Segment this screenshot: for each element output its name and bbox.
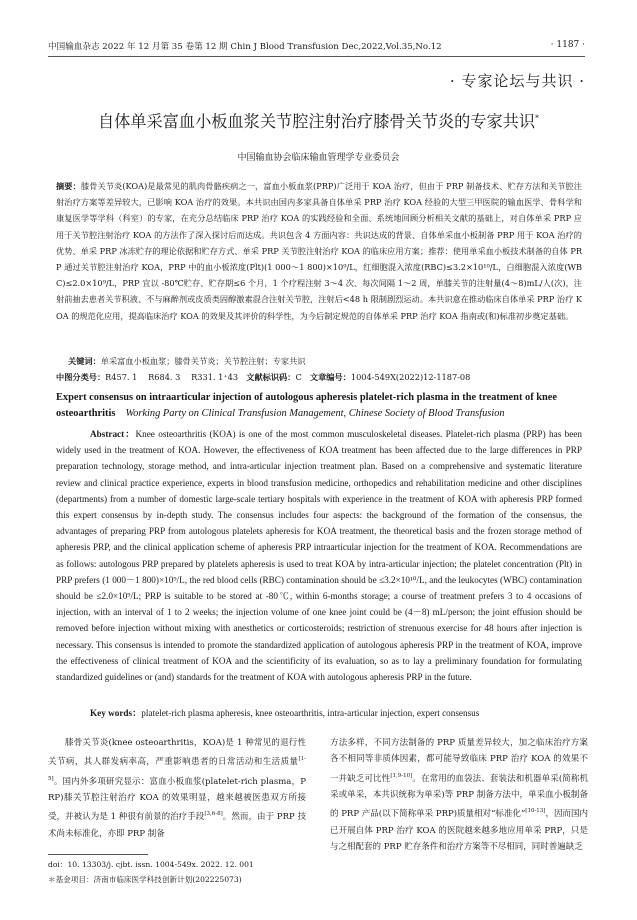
clc-label: 中图分类号： <box>56 372 106 382</box>
article-id-label: 文章编号： <box>309 372 351 382</box>
article-title <box>0 108 637 132</box>
citation-ref[interactable]: [3,6-8] <box>204 811 223 818</box>
doc-code-value: C <box>295 372 302 382</box>
body-right-text-2: 。在常用的血袋法、套装法和机器单采(简称机采或单采，本共识统称为单采)等 PRP 制备方法中，单采血小板制备的 PRP 产品(以下简称单采 PRP)质量相对“标准化” <box>330 773 588 820</box>
english-title: Expert consensus on intraarticular injection of autologous apheresis platelet-rich plasma in the treatment of knee osteoarthritis <box>56 392 558 419</box>
abstract-cn-label: 摘要： <box>56 181 81 191</box>
doc-code-label: 文献标识码： <box>246 372 296 382</box>
keywords-english <box>90 705 479 719</box>
article-title-text: 自体单采富血小板血浆关节腔注射治疗膝骨关节炎的专家共识 <box>97 112 536 131</box>
body-column-right <box>330 735 588 856</box>
abstract-english <box>56 426 582 685</box>
footnote-rule <box>48 854 148 855</box>
article-id-value: 1004-549X(2022)12-1187-08 <box>350 372 471 382</box>
author-group: 中国输血协会临床输血管理学专业委员会 <box>237 153 400 163</box>
abstract-en-text: Knee osteoarthritis (KOA) is one of the most common musculoskeletal diseases. Platelet-rich plasma (PRP) has been widely used in the treatment of KOA. However, the effectiveness of KOA treatment has been affected due to the large differences in PRP preparation technology, storage method, and intra-articular injection treatment plan. Based on a comprehensive and systematic literature review and clinical practice experience, experts in blood transfusion medicine, orthopedics and rehabilitation medicine and other disciplines (departments) from a number of domestic large-scale tertiary hospitals with experience in the treatment of KOA with apheresis PRP formed this expert consensus by in-depth study. The consensus includes four aspects: the background of the formation of the consensus, the advantages of preparing PRP from autologous platelets apheresis for KOA treatment, the theoretical basis and the frozen storage method of apheresis PRP, and the clinical application scheme of apheresis PRP intraarticular injection for the treatment of KOA. Recommendations are as follows: autologous PRP prepared by platelets apheresis is used to treat KOA by intra-articular injection; the platelet concentration (Plt) in PRP prefers (1 000－1 800)×10⁹/L, the red blood cells (RBC) contamination should be ≤3.2×10¹⁰/L, and the leukocytes (WBC) contamination should be ≤2.0×10⁹/L; PRP is suitable to be stored at -80℃, within 6-months storage; a course of treatment prefers 3 to 4 occasions of injection, with an interval of 1 to 2 weeks; the injection volume of one knee joint could be (4－8) mL/person; the joint effusion should be removed before injection without mixing with anesthetics or corticosteroids; restriction of strenuous exercise for 48 hours after injection is necessary. This consensus is intended to promote the standardized application of autologous apheresis PRP in the treatment of KOA, improve the effectiveness of clinical treatment of KOA and the scientificity of its evaluation, so as to lay a preliminary foundation for formulating standardized guidelines or (and) standards for the treatment of KOA with autologous apheresis PRP in the future. <box>56 429 582 683</box>
page-number: · 1187 · <box>550 40 585 50</box>
body-left-text-2: 。国内外多项研究显示：富血小板血浆(platelet-rich plasma，PRP)膝关节腔注射治疗 KOA 的效果明显，越来越被医患双方所接受，并被认为是 1 种很有前景的治疗手段 <box>48 776 306 823</box>
body-column-left <box>48 735 306 842</box>
citation-ref[interactable]: [1,9-10] <box>390 772 413 779</box>
working-party: Working Party on Clinical Transfusion Management, Chinese Society of Blood Transfusion <box>125 408 505 419</box>
keywords-en-label: Key words： <box>90 708 142 718</box>
citation-ref[interactable]: [1-5] <box>48 756 306 782</box>
body-right-text-3: ，因而国内已开展自体 PRP 治疗 KOA 的医院越来越多地应用单采 PRP，只是与之相配套的 PRP 贮存条件和治疗方案等不尽相同，同时普遍缺乏 <box>330 809 588 853</box>
body-left-text-1: 膝骨关节炎(knee osteoarthritis，KOA)是 1 种常见的退行性关节病，其人群发病率高，严重影响患者的日常活动和生活质量 <box>48 738 306 768</box>
keywords-en-text: platelet-rich plasma apheresis, knee osteoarthritis, intra-articular injection, expert consensus <box>141 708 480 718</box>
abstract-en-label: Abstract： <box>90 429 136 439</box>
keywords-chinese <box>68 356 305 367</box>
abstract-chinese <box>56 178 582 324</box>
title-footnote-mark: * <box>535 113 540 123</box>
citation-ref[interactable]: [10-13] <box>525 808 546 815</box>
abstract-cn-text: 膝骨关节炎(KOA)是最常见的肌肉骨骼疾病之一，富血小板血浆(PRP)广泛用于 KOA 治疗，但由于 PRP 制备技术、贮存方法和关节腔注射治疗方案等差异较大，已影响 KOA 治疗的效果。本共识由国内多家具备自体单采 PRP 治疗 KOA 经验的大型三甲医院的输血医学、骨科学和康复医学等学科（科室）的专家，在充分总结临床 PRP 治疗 KOA 的实践经验和全面、系统地回顾分析相关文献的基础上，对自体单采 PRP 应用于关节腔注射治疗 KOA 的方法作了深入探讨后而达成。共识包含 4 方面内容：共识达成的背景、自体单采血小板制备 PRP 用于 KOA 治疗的优势、单采 PRP 冰冻贮存的理论依据和贮存方式、单采 PRP 关节腔注射治疗 KOA 的临床应用方案；推荐：使用单采血小板技术制备的自体 PRP 通过关节腔注射治疗 KOA，PRP 中的血小板浓度(Plt)(1 000～1 800)×10⁹/L，红细胞混入浓度(RBC)≤3.2×10¹⁰/L，白细胞混入浓度(WBC)≤2.0×10⁹/L，PRP 宜以 -80℃贮存、贮存期≤6 个月，1 个疗程注射 3～4 次、每次间隔 1～2 周，单膝关节的注射量(4～8)mL/人(次)，注射前抽去患者关节积液、不与麻醉剂或皮质类固醇激素混合注射关节腔，注射后<48 h 限制剧烈运动。本共识意在推动临床自体单采 PRP 治疗 KOA 的规范化应用，提高临床治疗 KOA 的效果及其评价的科学性，为今后制定规范的自体单采 PRP 治疗 KOA 指南或(和)标准初步奠定基础。 <box>56 181 582 321</box>
footnote-doi[interactable]: doi：10. 13303/j. cjbt. issn. 1004-549x. 2022. 12. 001 <box>48 860 254 869</box>
header-rule <box>48 56 585 57</box>
body-right-text-1: 方法多样，不同方法制备的 PRP 质量差异较大，加之临床治疗方案各不相同等非质体因素，都可能导致临床 PRP 治疗 KOA 的效果不一并缺乏可比性 <box>330 738 588 784</box>
footnote-funding: ＊基金项目：济南市临床医学科技创新计划(202225073) <box>48 875 242 884</box>
keywords-cn-label: 关键词： <box>68 356 101 366</box>
classification-line <box>56 372 470 383</box>
clc-value: R457. 1 R684. 3 R331. 1⁺43 <box>105 372 239 382</box>
column-heading: · 专家论坛与共识 · <box>449 72 585 90</box>
body-left-text-3: 。然而，由于 PRP 技术尚未标准化，亦即 PRP 制备 <box>48 812 306 839</box>
keywords-cn-text: 单采富血小板血浆；膝骨关节炎；关节腔注射；专家共识 <box>100 356 306 366</box>
running-head: 中国输血杂志 2022 年 12 月第 35 卷第 12 期 Chin J Blood Transfusion Dec,2022,Vol.35,No.12 <box>48 42 442 52</box>
english-title-block <box>56 390 582 422</box>
